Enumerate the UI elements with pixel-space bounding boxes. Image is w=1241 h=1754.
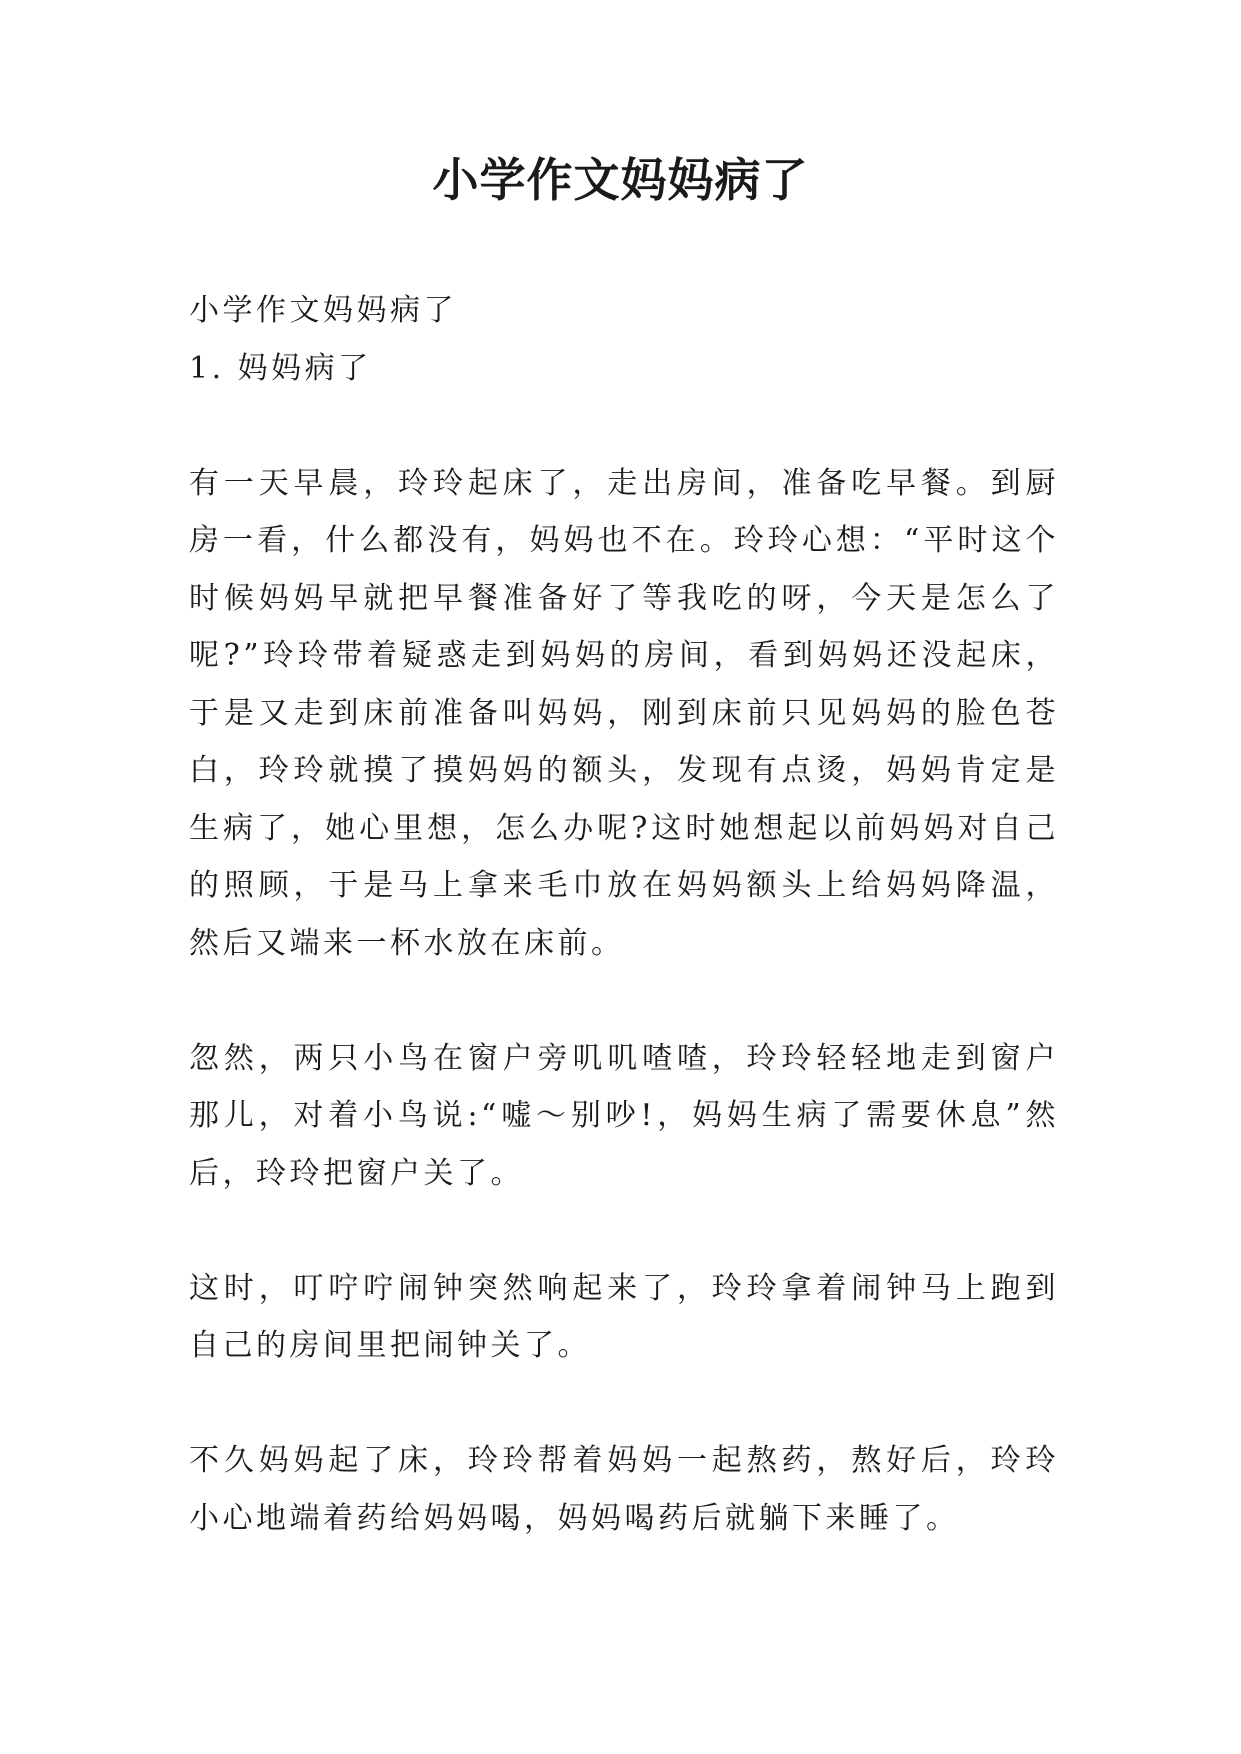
section-heading: 1. 妈妈病了	[189, 350, 372, 386]
paragraph: 忽然，两只小鸟在窗户旁叽叽喳喳，玲玲轻轻地走到窗户那儿，对着小鸟说:“嘘～别吵!，妈妈生病了需要休息”然后，玲玲把窗户关了。	[189, 1040, 1059, 1191]
paragraph: 不久妈妈起了床，玲玲帮着妈妈一起熬药，熬好后，玲玲小心地端着药给妈妈喝，妈妈喝药后就躺下来睡了。	[189, 1443, 1059, 1536]
paragraph: 这时，叮咛咛闹钟突然响起来了，玲玲拿着闹钟马上跑到自己的房间里把闹钟关了。	[189, 1270, 1059, 1363]
document-body	[189, 282, 1059, 1547]
document-subtitle: 小学作文妈妈病了	[189, 293, 457, 328]
paragraph: 有一天早晨，玲玲起床了，走出房间，准备吃早餐。到厨房一看，什么都没有，妈妈也不在。玲玲心想：“平时这个时候妈妈早就把早餐准备好了等我吃的呀，今天是怎么了呢?”玲玲带着疑惑走到妈妈的房间，看到妈妈还没起床，于是又走到床前准备叫妈妈，刚到床前只见妈妈的脸色苍白，玲玲就摸了摸妈妈的额头，发现有点烫，妈妈肯定是生病了，她心里想，怎么办呢?这时她想起以前妈妈对自己的照顾，于是马上拿来毛巾放在妈妈额头上给妈妈降温，然后又端来一杯水放在床前。	[189, 465, 1059, 961]
document-title: 小学作文妈妈病了	[432, 153, 809, 207]
